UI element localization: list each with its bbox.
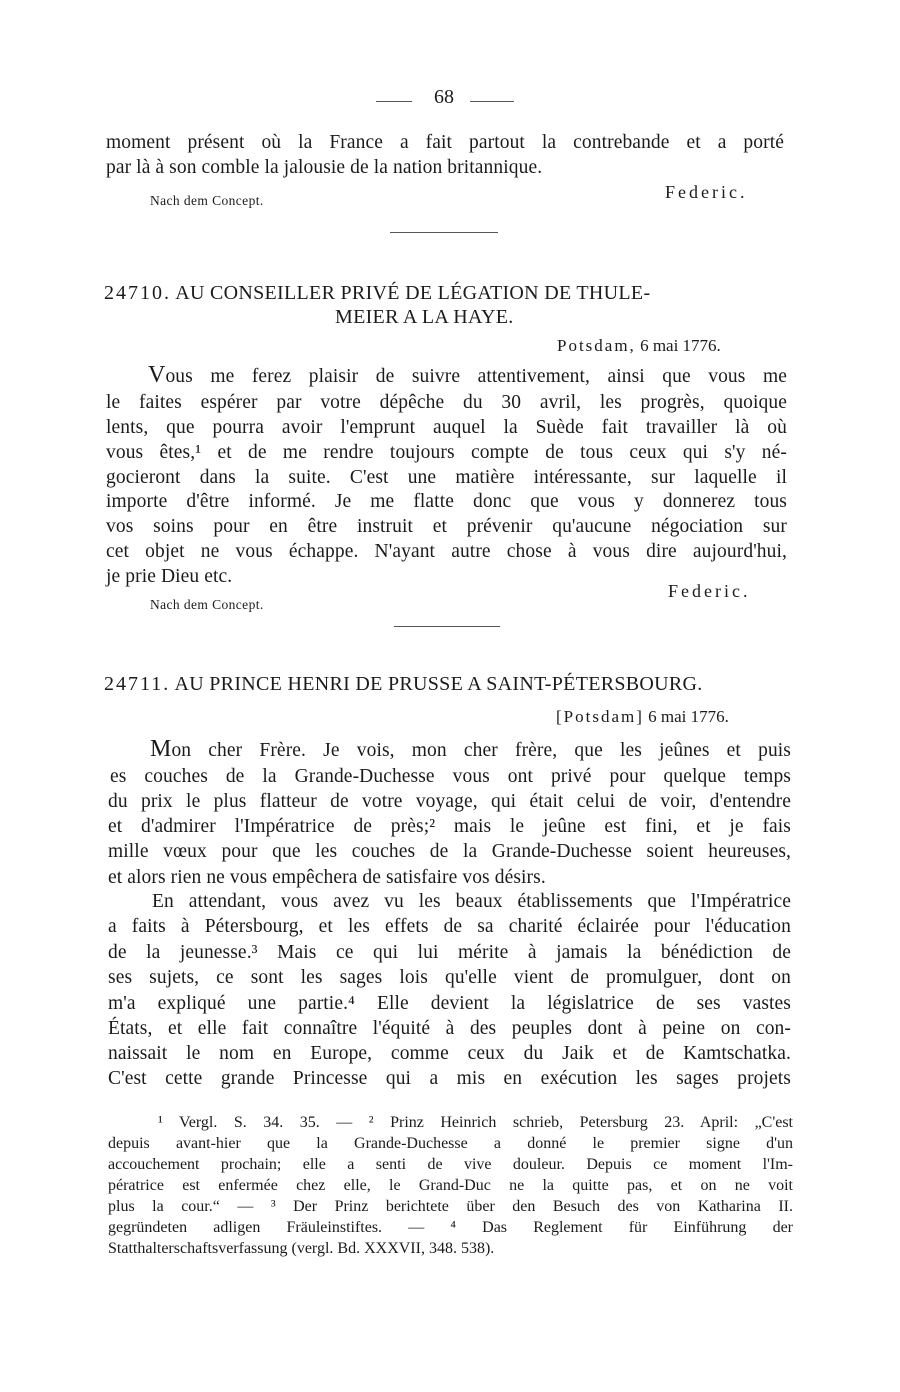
body-line-first (150, 737, 791, 763)
dropcap: M (150, 736, 172, 762)
body-line: de la jeunesse.³ Mais ce qui lui mérite à jamais la bénédiction de (108, 942, 791, 963)
section-separator (390, 232, 498, 233)
body-line: lents, que pourra avoir l'emprunt auquel la Suède fait travailler là où (106, 417, 787, 438)
body-line: États, et elle fait connaître l'équité à des peuples dont à peine on con- (108, 1018, 791, 1039)
page-number: 68 (434, 86, 454, 108)
source-note: Nach dem Concept. (150, 597, 264, 612)
body-line: gocieront dans la suite. C'est une matière intéressante, sur laquelle il (106, 467, 787, 488)
body-line: du prix le plus flatteur de votre voyage, qui était celui de voir, d'entendre (108, 791, 791, 812)
letter-heading-text: AU PRINCE HENRI DE PRUSSE A SAINT-PÉTERSBOURG. (174, 673, 703, 695)
letter-number: 24711. (104, 673, 171, 695)
body-line: le faites espérer par votre dépêche du 30 avril, les progrès, quoique (106, 392, 787, 413)
body-line: et d'admirer l'Impératrice de près;² mais le jeûne est fini, et je fais (108, 816, 791, 837)
body-line: par là à son comble la jalousie de la nation britannique. (106, 157, 543, 178)
body-line: ses sujets, ce sont les sages lois qu'elle vient de promulguer, dont on (108, 967, 791, 988)
letter-heading-line1: AU CONSEILLER PRIVÉ DE LÉGATION DE THULE- (175, 282, 651, 304)
body-line: importe d'être informé. Je me flatte donc que vous y donnerez tous (106, 491, 787, 512)
letter-place: [Potsdam] (556, 707, 644, 726)
body-line: vos soins pour en être instruit et prévenir qu'aucune négociation sur (106, 516, 787, 537)
body-line: a faits à Pétersbourg, et les effets de sa charité éclairée pour l'éducation (108, 916, 791, 937)
letter-date: 6 mai 1776. (648, 707, 729, 726)
source-note: Nach dem Concept. (150, 193, 264, 208)
body-line-text: on cher Frère. Je vois, mon cher frère, que les jeûnes et puis (171, 740, 791, 761)
footnote-line: accouchement prochain; elle a senti de vive douleur. Depuis ce moment l'Im- (108, 1156, 793, 1173)
letter-heading (104, 673, 703, 696)
letter-place: Potsdam, (557, 336, 636, 355)
header-rule-right (470, 101, 514, 102)
body-line: naissait le nom en Europe, comme ceux du Jaik et de Kamtschatka. (108, 1043, 791, 1064)
body-line: mille vœux pour que les couches de la Grande-Duchesse soient heureuses, (108, 841, 791, 862)
letter-heading (104, 282, 650, 305)
body-line-text: ous me ferez plaisir de suivre attentivement, ainsi que vous me (165, 366, 787, 387)
footnote-line: plus la cour.“ — ³ Der Prinz berichtete über den Besuch des von Katharina II. (108, 1198, 793, 1215)
letter-heading-line2: MEIER A LA HAYE. (335, 306, 514, 328)
body-line: vous êtes,¹ et de me rendre toujours compte de tous ceux qui s'y né- (106, 442, 787, 463)
body-line: je prie Dieu etc. (106, 566, 233, 587)
section-separator (394, 626, 500, 627)
body-line: cet objet ne vous échappe. N'ayant autre chose à vous dire aujourd'hui, (106, 541, 787, 562)
footnote-line: depuis avant-hier que la Grande-Duchesse a donné le premier signe d'un (108, 1135, 793, 1152)
body-line: En attendant, vous avez vu les beaux établissements que l'Impératrice (152, 891, 791, 912)
body-line: et alors rien ne vous empêchera de satisfaire vos désirs. (108, 867, 546, 888)
letter-number: 24710. (104, 282, 171, 304)
header-rule-left (376, 101, 412, 102)
letter-dateline (556, 707, 729, 727)
footnote-line: ¹ Vergl. S. 34. 35. — ² Prinz Heinrich schrieb, Petersburg 23. April: „C'est (158, 1114, 793, 1131)
footnote-line: Statthalterschaftsverfassung (vergl. Bd. XXXVII, 348. 538). (108, 1240, 495, 1257)
letter-date: 6 mai 1776. (640, 336, 721, 355)
body-line: es couches de la Grande-Duchesse vous ont privé pour quelque temps (110, 766, 791, 787)
signature: Federic. (668, 581, 751, 601)
letter-dateline (557, 336, 721, 356)
body-line: m'a expliqué une partie.⁴ Elle devient la législatrice de ses vastes (108, 993, 791, 1014)
body-line-first (148, 363, 787, 389)
signature: Federic. (665, 182, 748, 202)
body-line: moment présent où la France a fait partout la contrebande et a porté (106, 132, 784, 153)
body-line: C'est cette grande Princesse qui a mis en exécution les sages projets (108, 1068, 791, 1089)
footnote-line: gegründeten adligen Fräuleinstiftes. — ⁴ Das Reglement für Einführung der (108, 1219, 793, 1236)
footnote-line: pératrice est enfermée chez elle, le Grand-Duc ne la quitte pas, et on ne voit (108, 1177, 793, 1194)
dropcap: V (148, 362, 166, 388)
